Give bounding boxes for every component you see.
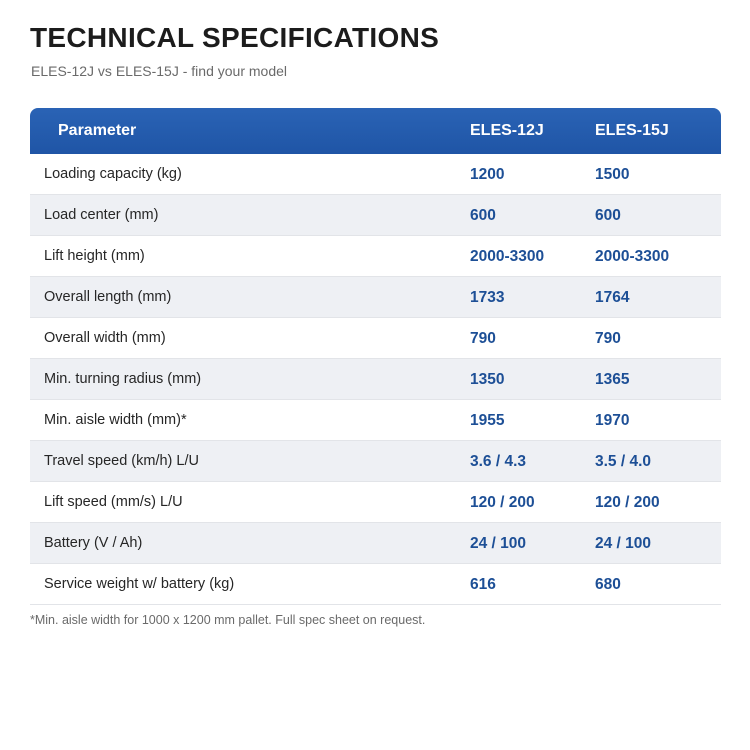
row-value-eles-15j: 2000-3300 (595, 248, 670, 265)
row-value-eles-15j: 790 (595, 330, 621, 347)
row-value-eles-12j: 120 / 200 (470, 494, 535, 511)
page-subtitle: ELES-12J vs ELES-15J - find your model (31, 63, 288, 79)
row-value-eles-15j: 1764 (595, 289, 630, 306)
header-model-eles-12j: ELES-12J (470, 122, 544, 139)
table-row (30, 195, 721, 236)
row-value-eles-15j: 3.5 / 4.0 (595, 453, 652, 470)
row-value-eles-15j: 1500 (595, 166, 630, 183)
spec-table (30, 108, 721, 605)
row-value-eles-15j: 1970 (595, 412, 630, 429)
footnote: *Min. aisle width for 1000 x 1200 mm pallet. Full spec sheet on request. (30, 613, 426, 627)
row-value-eles-12j: 2000-3300 (470, 248, 545, 265)
row-value-eles-12j: 790 (470, 330, 496, 347)
row-value-eles-15j: 24 / 100 (595, 535, 652, 552)
header-parameter: Parameter (58, 122, 137, 139)
row-value-eles-12j: 1733 (470, 289, 505, 306)
row-parameter: Overall width (mm) (44, 330, 166, 346)
table-row (30, 523, 721, 564)
row-parameter: Travel speed (km/h) L/U (44, 453, 199, 469)
row-parameter: Battery (V / Ah) (44, 535, 143, 551)
table-row (30, 154, 721, 195)
row-parameter: Overall length (mm) (44, 289, 172, 305)
row-value-eles-15j: 600 (595, 207, 621, 224)
table-row (30, 400, 721, 441)
header-model-eles-15j: ELES-15J (595, 122, 669, 139)
row-parameter: Load center (mm) (44, 207, 159, 223)
table-row (30, 359, 721, 400)
row-value-eles-15j: 680 (595, 576, 621, 593)
table-row (30, 564, 721, 605)
page-title: TECHNICAL SPECIFICATIONS (30, 22, 440, 53)
row-parameter: Lift height (mm) (44, 248, 145, 264)
row-value-eles-12j: 1200 (470, 166, 505, 183)
row-value-eles-12j: 24 / 100 (470, 535, 527, 552)
table-row (30, 236, 721, 277)
table-row (30, 441, 721, 482)
row-parameter: Min. aisle width (mm)* (44, 412, 187, 428)
row-parameter: Lift speed (mm/s) L/U (44, 494, 183, 510)
row-value-eles-15j: 120 / 200 (595, 494, 660, 511)
row-value-eles-12j: 1955 (470, 412, 505, 429)
table-row (30, 277, 721, 318)
row-value-eles-15j: 1365 (595, 371, 630, 388)
table-row (30, 482, 721, 523)
row-value-eles-12j: 1350 (470, 371, 505, 388)
row-parameter: Service weight w/ battery (kg) (44, 576, 235, 592)
row-value-eles-12j: 616 (470, 576, 496, 593)
table-header (30, 108, 721, 154)
row-value-eles-12j: 3.6 / 4.3 (470, 453, 527, 470)
row-value-eles-12j: 600 (470, 207, 496, 224)
row-parameter: Min. turning radius (mm) (44, 371, 202, 387)
table-row (30, 318, 721, 359)
row-parameter: Loading capacity (kg) (44, 166, 182, 182)
